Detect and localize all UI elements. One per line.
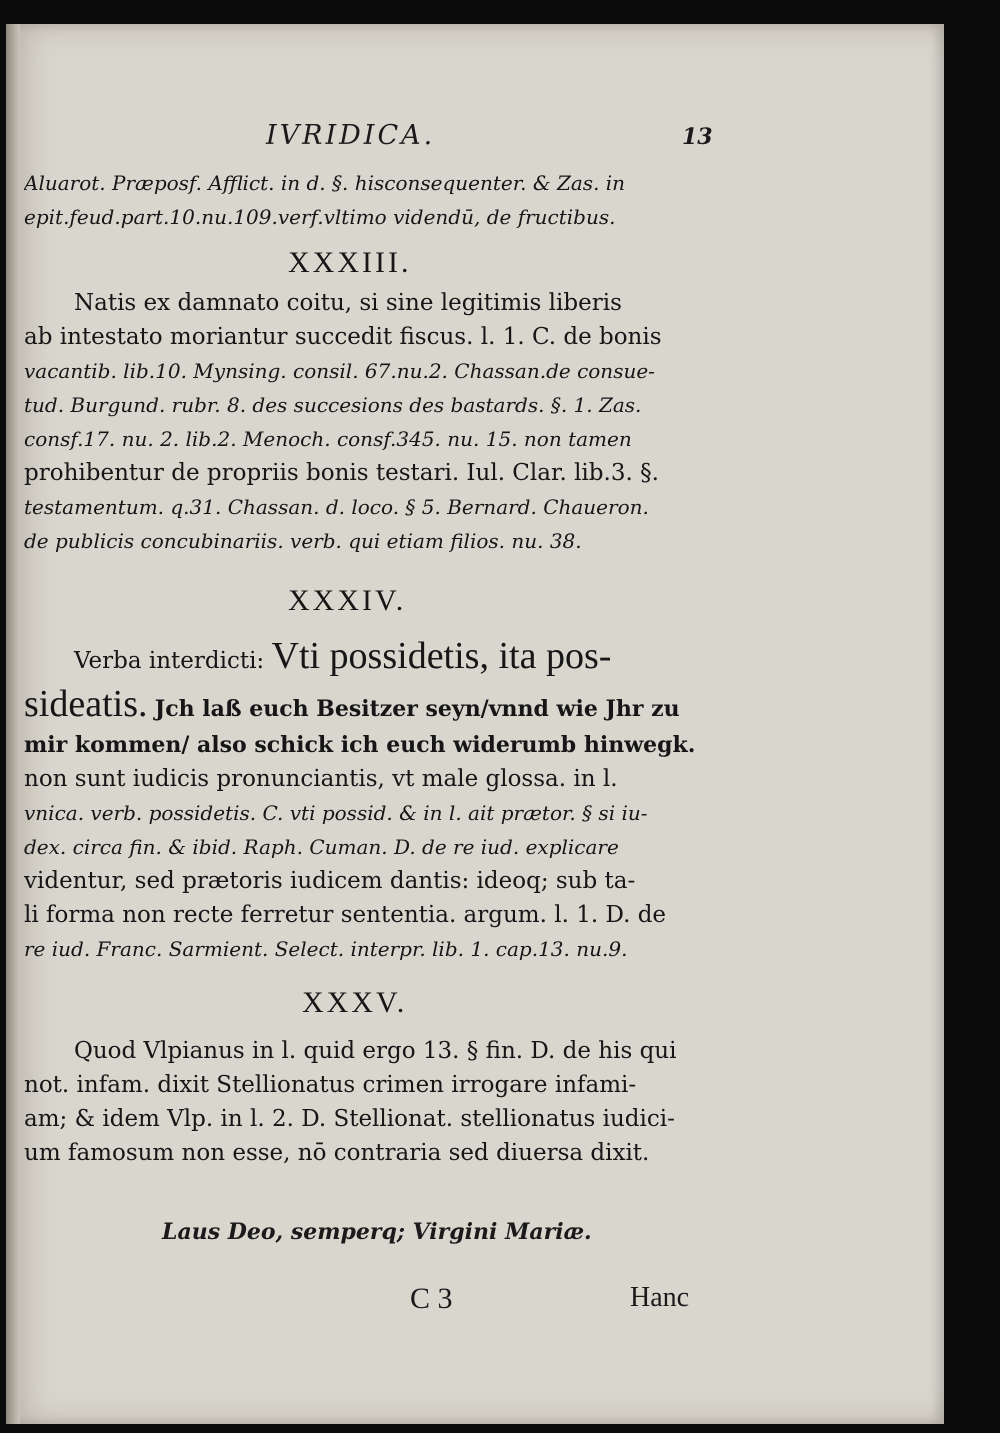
- text-line: prohibentur de propriis bonis testari. Iul. Clar. lib.3. §.: [24, 460, 659, 486]
- text-line: [24, 680, 714, 728]
- text-line: Quod Vlpianus in l. quid ergo 13. § fin. D. de his qui: [74, 1038, 677, 1064]
- text-line: [24, 632, 714, 680]
- signature-mark: C 3: [410, 1282, 453, 1315]
- text-line: Aluarot. Præposf. Afflict. in d. §. hisconsequenter. & Zas. in: [24, 171, 626, 195]
- text-line: vacantib. lib.10. Mynsing. consil. 67.nu.2. Chassan.de consue-: [24, 359, 655, 383]
- lead-quote: Vti possidetis, ita pos-: [271, 635, 612, 677]
- text-line: li forma non recte ferretur sententia. argum. l. 1. D. de: [24, 902, 667, 928]
- running-title: IVRIDICA.: [266, 120, 436, 151]
- text-line: videntur, sed prætoris iudicem dantis: ideoq; sub ta-: [24, 868, 636, 894]
- text-line: non sunt iudicis pronunciantis, vt male glossa. in l.: [24, 766, 618, 792]
- catchword: Hanc: [630, 1282, 690, 1313]
- text-line: ab intestato moriantur succedit fiscus. l. 1. C. de bonis: [24, 324, 662, 350]
- text-line: um famosum non esse, nō contraria sed diuersa dixit.: [24, 1140, 650, 1166]
- closing-line: Laus Deo, semperq; Virgini Mariæ.: [162, 1219, 592, 1245]
- book-page: [6, 24, 944, 1424]
- block-top: [24, 166, 714, 234]
- text-line: testamentum. q.31. Chassan. d. loco. § 5. Bernard. Chaueron.: [24, 495, 649, 519]
- text-line: tud. Burgund. rubr. 8. des succesions des bastards. §. 1. Zas.: [24, 393, 642, 417]
- text-line: consf.17. nu. 2. lib.2. Menoch. consf.345. nu. 15. non tamen: [24, 427, 632, 451]
- section-xxxv: [24, 1034, 714, 1170]
- text-line: am; & idem Vlp. in l. 2. D. Stellionat. stellionatus iudici-: [24, 1106, 675, 1132]
- page-number: 13: [682, 124, 713, 150]
- text-line: not. infam. dixit Stellionatus crimen irrogare infami-: [24, 1072, 637, 1098]
- text-line: re iud. Franc. Sarmient. Select. interpr. lib. 1. cap.13. nu.9.: [24, 937, 628, 961]
- lead-text: Verba interdicti:: [74, 648, 265, 674]
- section-numeral: XXXIV.: [288, 584, 407, 617]
- quote-end: sideatis.: [24, 683, 148, 725]
- text-line: vnica. verb. possidetis. C. vti possid. & in l. ait prætor. § si iu-: [24, 801, 648, 825]
- text-line: dex. circa fin. & ibid. Raph. Cuman. D. de re iud. explicare: [24, 835, 619, 859]
- text-line: Natis ex damnato coitu, si sine legitimis liberis: [74, 290, 622, 316]
- german-quote: Jch laß euch Besitzer seyn/vnnd wie Jhr zu: [154, 696, 680, 722]
- text-line: epit.feud.part.10.nu.109.verf.vltimo videndū, de fructibus.: [24, 205, 616, 229]
- section-xxxiii: [24, 286, 714, 558]
- section-numeral: XXXV.: [302, 986, 408, 1019]
- section-xxxiv: [24, 632, 714, 966]
- page-gutter: [6, 24, 20, 1424]
- text-line: de publicis concubinariis. verb. qui etiam filios. nu. 38.: [24, 529, 582, 553]
- section-numeral: XXXIII.: [288, 246, 412, 279]
- text-line: mir kommen/ also schick ich euch widerumb hinwegk.: [24, 732, 696, 758]
